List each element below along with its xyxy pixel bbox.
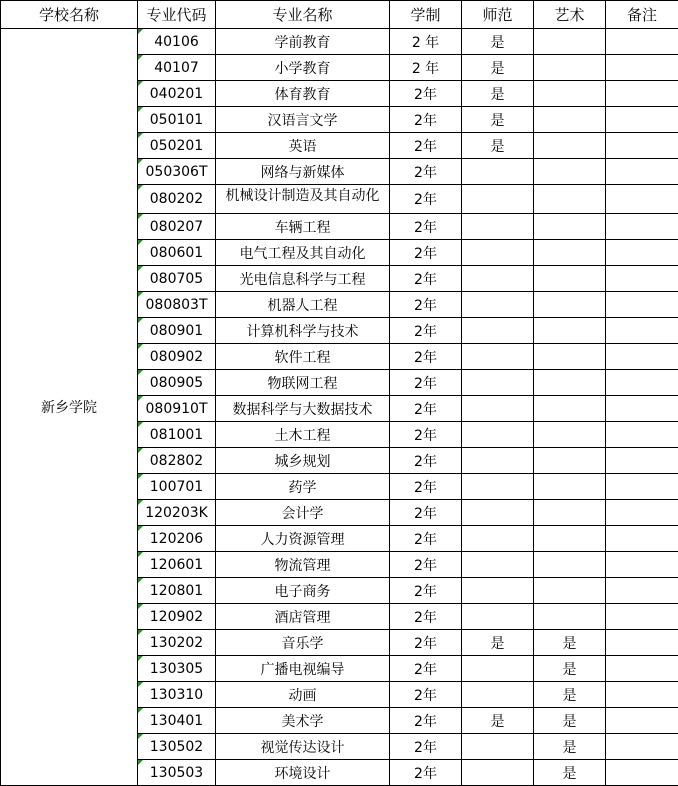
duration-cell[interactable]: 2年 xyxy=(390,682,462,708)
note-cell[interactable] xyxy=(606,133,678,159)
code-cell[interactable]: 130310 xyxy=(138,682,216,708)
art-cell[interactable] xyxy=(534,55,606,81)
normal-cell[interactable] xyxy=(462,682,534,708)
normal-cell[interactable]: 是 xyxy=(462,29,534,55)
art-cell[interactable] xyxy=(534,526,606,552)
major-cell[interactable]: 软件工程 xyxy=(216,344,390,370)
note-cell[interactable] xyxy=(606,448,678,474)
art-cell[interactable]: 是 xyxy=(534,760,606,786)
major-cell[interactable]: 车辆工程 xyxy=(216,214,390,240)
major-cell[interactable]: 视觉传达设计 xyxy=(216,734,390,760)
header-row xyxy=(1,1,678,29)
major-cell[interactable]: 动画 xyxy=(216,682,390,708)
major-cell[interactable]: 学前教育 xyxy=(216,29,390,55)
note-cell[interactable] xyxy=(606,55,678,81)
code-cell[interactable]: 130502 xyxy=(138,734,216,760)
normal-cell[interactable] xyxy=(462,552,534,578)
duration-cell[interactable]: 2 年 xyxy=(390,29,462,55)
code-cell[interactable]: 081001 xyxy=(138,422,216,448)
normal-cell[interactable] xyxy=(462,240,534,266)
duration-cell[interactable]: 2年 xyxy=(390,240,462,266)
code-cell[interactable]: 050306T xyxy=(138,159,216,185)
note-cell[interactable] xyxy=(606,656,678,682)
code-cell[interactable]: 100701 xyxy=(138,474,216,500)
art-cell[interactable] xyxy=(534,81,606,107)
art-cell[interactable] xyxy=(534,370,606,396)
note-cell[interactable] xyxy=(606,604,678,630)
duration-cell[interactable]: 2年 xyxy=(390,344,462,370)
normal-cell[interactable] xyxy=(462,344,534,370)
note-cell[interactable] xyxy=(606,266,678,292)
code-cell[interactable]: 120206 xyxy=(138,526,216,552)
art-cell[interactable] xyxy=(534,500,606,526)
code-cell[interactable]: 080803T xyxy=(138,292,216,318)
major-cell[interactable]: 机器人工程 xyxy=(216,292,390,318)
art-cell[interactable] xyxy=(534,474,606,500)
major-cell[interactable]: 机械设计制造及其自动化 xyxy=(216,185,390,214)
art-cell[interactable]: 是 xyxy=(534,656,606,682)
normal-cell[interactable] xyxy=(462,500,534,526)
note-cell[interactable] xyxy=(606,185,678,214)
school-name-cell[interactable]: 新乡学院 xyxy=(1,29,138,786)
code-cell[interactable]: 40106 xyxy=(138,29,216,55)
major-cell[interactable]: 数据科学与大数据技术 xyxy=(216,396,390,422)
major-cell[interactable]: 电子商务 xyxy=(216,578,390,604)
art-cell[interactable]: 是 xyxy=(534,630,606,656)
duration-cell[interactable]: 2年 xyxy=(390,292,462,318)
art-cell[interactable] xyxy=(534,292,606,318)
normal-cell[interactable] xyxy=(462,474,534,500)
duration-cell[interactable]: 2 年 xyxy=(390,55,462,81)
code-cell[interactable]: 130401 xyxy=(138,708,216,734)
note-cell[interactable] xyxy=(606,422,678,448)
major-cell[interactable]: 光电信息科学与工程 xyxy=(216,266,390,292)
duration-cell[interactable]: 2年 xyxy=(390,396,462,422)
note-cell[interactable] xyxy=(606,292,678,318)
note-cell[interactable] xyxy=(606,682,678,708)
duration-cell[interactable]: 2年 xyxy=(390,266,462,292)
normal-cell[interactable] xyxy=(462,159,534,185)
table-row xyxy=(1,29,678,55)
code-cell[interactable]: 080902 xyxy=(138,344,216,370)
note-cell[interactable] xyxy=(606,734,678,760)
note-cell[interactable] xyxy=(606,159,678,185)
duration-cell[interactable]: 2年 xyxy=(390,81,462,107)
art-cell[interactable]: 是 xyxy=(534,708,606,734)
duration-cell[interactable]: 2年 xyxy=(390,448,462,474)
duration-cell[interactable]: 2年 xyxy=(390,133,462,159)
note-cell[interactable] xyxy=(606,474,678,500)
note-cell[interactable] xyxy=(606,370,678,396)
duration-cell[interactable]: 2年 xyxy=(390,656,462,682)
code-cell[interactable]: 130503 xyxy=(138,760,216,786)
header-normal[interactable]: 师范 xyxy=(462,1,534,29)
header-duration[interactable]: 学制 xyxy=(390,1,462,29)
art-cell[interactable] xyxy=(534,318,606,344)
major-cell[interactable]: 英语 xyxy=(216,133,390,159)
duration-cell[interactable]: 2年 xyxy=(390,185,462,214)
code-cell[interactable]: 080901 xyxy=(138,318,216,344)
normal-cell[interactable]: 是 xyxy=(462,107,534,133)
code-cell[interactable]: 082802 xyxy=(138,448,216,474)
note-cell[interactable] xyxy=(606,578,678,604)
duration-cell[interactable]: 2年 xyxy=(390,734,462,760)
normal-cell[interactable] xyxy=(462,292,534,318)
normal-cell[interactable] xyxy=(462,422,534,448)
normal-cell[interactable] xyxy=(462,318,534,344)
note-cell[interactable] xyxy=(606,214,678,240)
art-cell[interactable] xyxy=(534,396,606,422)
duration-cell[interactable]: 2年 xyxy=(390,159,462,185)
header-code[interactable]: 专业代码 xyxy=(138,1,216,29)
note-cell[interactable] xyxy=(606,344,678,370)
normal-cell[interactable] xyxy=(462,734,534,760)
note-cell[interactable] xyxy=(606,708,678,734)
code-cell[interactable]: 080207 xyxy=(138,214,216,240)
duration-cell[interactable]: 2年 xyxy=(390,630,462,656)
major-cell[interactable]: 广播电视编导 xyxy=(216,656,390,682)
duration-cell[interactable]: 2年 xyxy=(390,604,462,630)
note-cell[interactable] xyxy=(606,318,678,344)
art-cell[interactable] xyxy=(534,107,606,133)
code-cell[interactable]: 120801 xyxy=(138,578,216,604)
art-cell[interactable] xyxy=(534,159,606,185)
major-cell[interactable]: 小学教育 xyxy=(216,55,390,81)
normal-cell[interactable] xyxy=(462,578,534,604)
major-cell[interactable]: 汉语言文学 xyxy=(216,107,390,133)
art-cell[interactable] xyxy=(534,29,606,55)
art-cell[interactable] xyxy=(534,266,606,292)
note-cell[interactable] xyxy=(606,760,678,786)
art-cell[interactable] xyxy=(534,133,606,159)
normal-cell[interactable]: 是 xyxy=(462,55,534,81)
normal-cell[interactable]: 是 xyxy=(462,133,534,159)
art-cell[interactable] xyxy=(534,552,606,578)
art-cell[interactable] xyxy=(534,240,606,266)
code-cell[interactable]: 130305 xyxy=(138,656,216,682)
code-cell[interactable]: 120601 xyxy=(138,552,216,578)
note-cell[interactable] xyxy=(606,630,678,656)
major-cell[interactable]: 物联网工程 xyxy=(216,370,390,396)
duration-cell[interactable]: 2年 xyxy=(390,578,462,604)
major-cell[interactable]: 人力资源管理 xyxy=(216,526,390,552)
art-cell[interactable] xyxy=(534,578,606,604)
normal-cell[interactable] xyxy=(462,604,534,630)
note-cell[interactable] xyxy=(606,29,678,55)
major-cell[interactable]: 酒店管理 xyxy=(216,604,390,630)
art-cell[interactable] xyxy=(534,604,606,630)
normal-cell[interactable] xyxy=(462,214,534,240)
major-cell[interactable]: 美术学 xyxy=(216,708,390,734)
major-cell[interactable]: 网络与新媒体 xyxy=(216,159,390,185)
duration-cell[interactable]: 2年 xyxy=(390,500,462,526)
major-cell[interactable]: 物流管理 xyxy=(216,552,390,578)
duration-cell[interactable]: 2年 xyxy=(390,370,462,396)
code-cell[interactable]: 080910T xyxy=(138,396,216,422)
duration-cell[interactable]: 2年 xyxy=(390,708,462,734)
normal-cell[interactable]: 是 xyxy=(462,630,534,656)
code-cell[interactable]: 120902 xyxy=(138,604,216,630)
code-cell[interactable]: 130202 xyxy=(138,630,216,656)
note-cell[interactable] xyxy=(606,240,678,266)
normal-cell[interactable] xyxy=(462,760,534,786)
major-cell[interactable]: 体育教育 xyxy=(216,81,390,107)
header-major[interactable]: 专业名称 xyxy=(216,1,390,29)
major-cell[interactable]: 会计学 xyxy=(216,500,390,526)
art-cell[interactable] xyxy=(534,214,606,240)
duration-cell[interactable]: 2年 xyxy=(390,107,462,133)
duration-cell[interactable]: 2年 xyxy=(390,552,462,578)
art-cell[interactable] xyxy=(534,344,606,370)
code-cell[interactable]: 040201 xyxy=(138,81,216,107)
duration-cell[interactable]: 2年 xyxy=(390,760,462,786)
note-cell[interactable] xyxy=(606,396,678,422)
art-cell[interactable]: 是 xyxy=(534,734,606,760)
duration-cell[interactable]: 2年 xyxy=(390,526,462,552)
code-cell[interactable]: 120203K xyxy=(138,500,216,526)
header-art[interactable]: 艺术 xyxy=(534,1,606,29)
code-cell[interactable]: 080202 xyxy=(138,185,216,214)
code-cell[interactable]: 40107 xyxy=(138,55,216,81)
art-cell[interactable] xyxy=(534,448,606,474)
duration-cell[interactable]: 2年 xyxy=(390,318,462,344)
art-cell[interactable] xyxy=(534,185,606,214)
normal-cell[interactable] xyxy=(462,448,534,474)
code-cell[interactable]: 050101 xyxy=(138,107,216,133)
normal-cell[interactable] xyxy=(462,370,534,396)
art-cell[interactable]: 是 xyxy=(534,682,606,708)
normal-cell[interactable]: 是 xyxy=(462,708,534,734)
normal-cell[interactable] xyxy=(462,185,534,214)
header-school[interactable]: 学校名称 xyxy=(1,1,138,29)
table-body xyxy=(1,29,678,786)
major-cell[interactable]: 城乡规划 xyxy=(216,448,390,474)
major-cell[interactable]: 药学 xyxy=(216,474,390,500)
normal-cell[interactable]: 是 xyxy=(462,81,534,107)
major-cell[interactable]: 土木工程 xyxy=(216,422,390,448)
note-cell[interactable] xyxy=(606,107,678,133)
duration-cell[interactable]: 2年 xyxy=(390,214,462,240)
note-cell[interactable] xyxy=(606,552,678,578)
note-cell[interactable] xyxy=(606,526,678,552)
major-cell[interactable]: 音乐学 xyxy=(216,630,390,656)
note-cell[interactable] xyxy=(606,500,678,526)
code-cell[interactable]: 080601 xyxy=(138,240,216,266)
code-cell[interactable]: 080905 xyxy=(138,370,216,396)
code-cell[interactable]: 080705 xyxy=(138,266,216,292)
normal-cell[interactable] xyxy=(462,656,534,682)
code-cell[interactable]: 050201 xyxy=(138,133,216,159)
normal-cell[interactable] xyxy=(462,266,534,292)
major-cell[interactable]: 电气工程及其自动化 xyxy=(216,240,390,266)
normal-cell[interactable] xyxy=(462,396,534,422)
art-cell[interactable] xyxy=(534,422,606,448)
note-cell[interactable] xyxy=(606,81,678,107)
major-cell[interactable]: 计算机科学与技术 xyxy=(216,318,390,344)
major-cell[interactable]: 环境设计 xyxy=(216,760,390,786)
duration-cell[interactable]: 2年 xyxy=(390,422,462,448)
duration-cell[interactable]: 2年 xyxy=(390,474,462,500)
normal-cell[interactable] xyxy=(462,526,534,552)
header-note[interactable]: 备注 xyxy=(606,1,678,29)
